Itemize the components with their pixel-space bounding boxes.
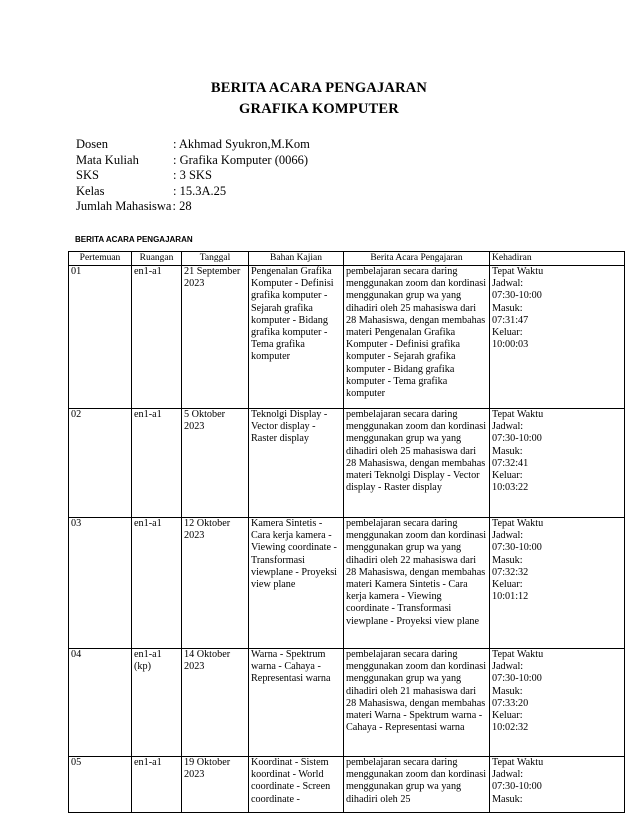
header-bahan-kajian: Bahan Kajian <box>249 252 344 266</box>
header-ruangan: Ruangan <box>132 252 182 266</box>
kehadiran-jadwal-value: 07:30-10:00 <box>492 542 542 554</box>
cell-kehadiran <box>490 757 625 813</box>
kehadiran-masuk-value: 07:33:20 <box>492 697 529 709</box>
info-label: SKS <box>76 168 99 183</box>
kehadiran-status: Tepat Waktu <box>492 757 544 768</box>
course-info <box>76 137 310 215</box>
cell-pertemuan: 05 <box>69 757 132 813</box>
kehadiran-keluar-label: Keluar: <box>492 579 523 591</box>
cell-tanggal: 19 Oktober 2023 <box>182 757 249 813</box>
kehadiran-masuk-value: 07:31:47 <box>492 314 529 326</box>
cell-berita-acara: pembelajaran secara daring menggunakan zoom dan kordinasi menggunakan grup wa yang dihadiri oleh 22 mahasiswa dari 28 Mahasiswa, dengan membahas materi Kamera Sintetis - Cara kerja kamera - Viewing coordinate - Transformasi viewplane - Proyeksi view plane <box>344 518 490 649</box>
cell-kehadiran <box>490 409 625 518</box>
table-row <box>69 266 625 409</box>
kehadiran-keluar-value: 10:00:03 <box>492 339 529 351</box>
kehadiran-masuk-label: Masuk: <box>492 302 523 314</box>
kehadiran-keluar-value: 10:01:12 <box>492 591 529 603</box>
course-title: GRAFIKA KOMPUTER <box>239 101 399 117</box>
cell-pertemuan: 03 <box>69 518 132 649</box>
cell-ruangan: en1-a1 <box>132 757 182 813</box>
info-row-dosen <box>76 137 310 153</box>
kehadiran-keluar-value: 10:03:22 <box>492 482 529 494</box>
info-value: : Akhmad Syukron,M.Kom <box>173 137 310 151</box>
kehadiran-jadwal-label: Jadwal: <box>492 661 524 673</box>
table-row <box>69 518 625 649</box>
table-header-row <box>69 252 625 266</box>
header-pertemuan: Pertemuan <box>69 252 132 266</box>
header-tanggal: Tanggal <box>182 252 249 266</box>
cell-berita-acara: pembelajaran secara daring menggunakan zoom dan kordinasi menggunakan grup wa yang dihadiri oleh 25 <box>344 757 490 813</box>
info-value: : 3 SKS <box>173 168 212 183</box>
cell-pertemuan: 04 <box>69 649 132 757</box>
kehadiran-masuk-label: Masuk: <box>492 554 523 566</box>
cell-tanggal: 12 Oktober 2023 <box>182 518 249 649</box>
cell-ruangan: en1-a1 <box>132 518 182 649</box>
kehadiran-status: Tepat Waktu <box>492 518 544 529</box>
kehadiran-jadwal-label: Jadwal: <box>492 769 524 781</box>
cell-bahan-kajian: Koordinat - Sistem koordinat - World coordinate - Screen coordinate - <box>249 757 344 813</box>
kehadiran-masuk-label: Masuk: <box>492 445 523 457</box>
kehadiran-status: Tepat Waktu <box>492 266 544 277</box>
cell-tanggal: 14 Oktober 2023 <box>182 649 249 757</box>
cell-bahan-kajian: Pengenalan Grafika Komputer - Definisi grafika komputer - Sejarah grafika komputer - Bidang grafika komputer - Tema grafika komputer <box>249 266 344 409</box>
kehadiran-jadwal-value: 07:30-10:00 <box>492 290 542 302</box>
info-label: Jumlah Mahasiswa <box>76 199 172 214</box>
kehadiran-status: Tepat Waktu <box>492 409 544 420</box>
cell-kehadiran <box>490 518 625 649</box>
kehadiran-jadwal-value: 07:30-10:00 <box>492 781 542 793</box>
kehadiran-masuk-label: Masuk: <box>492 685 523 697</box>
info-row-kelas <box>76 184 310 200</box>
cell-berita-acara: pembelajaran secara daring menggunakan zoom dan kordinasi menggunakan grup wa yang dihadiri oleh 25 mahasiswa dari 28 Mahasiswa, dengan membahas materi Teknolgi Display - Vector display - Raster display <box>344 409 490 518</box>
cell-bahan-kajian: Teknolgi Display - Vector display - Raster display <box>249 409 344 518</box>
cell-berita-acara: pembelajaran secara daring menggunakan zoom dan kordinasi menggunakan grup wa yang dihadiri oleh 21 mahasiswa dari 28 Mahasiswa, dengan membahas materi Warna - Spektrum warna - Cahaya - Representasi warna <box>344 649 490 757</box>
cell-ruangan: en1-a1 (kp) <box>132 649 182 757</box>
cell-kehadiran <box>490 649 625 757</box>
info-label: Dosen <box>76 137 108 151</box>
cell-bahan-kajian: Kamera Sintetis - Cara kerja kamera - Viewing coordinate - Transformasi viewplane - Proyeksi view plane <box>249 518 344 649</box>
kehadiran-jadwal-value: 07:30-10:00 <box>492 673 542 685</box>
kehadiran-keluar-value: 10:02:32 <box>492 722 529 734</box>
kehadiran-jadwal-label: Jadwal: <box>492 421 524 433</box>
cell-tanggal: 5 Oktober 2023 <box>182 409 249 518</box>
kehadiran-jadwal-label: Jadwal: <box>492 278 524 290</box>
kehadiran-jadwal-label: Jadwal: <box>492 530 524 542</box>
teaching-record-table <box>68 251 625 813</box>
kehadiran-keluar-label: Keluar: <box>492 710 523 722</box>
kehadiran-status: Tepat Waktu <box>492 649 544 660</box>
kehadiran-keluar-label: Keluar: <box>492 327 523 339</box>
kehadiran-keluar-label: Keluar: <box>492 470 523 482</box>
info-value: : Grafika Komputer (0066) <box>173 152 309 167</box>
info-value: : 28 <box>172 199 192 214</box>
cell-kehadiran <box>490 266 625 409</box>
kehadiran-masuk-label: Masuk: <box>492 793 523 805</box>
info-row-jumlah-mahasiswa <box>76 199 310 215</box>
section-title: BERITA ACARA PENGAJARAN <box>75 235 193 244</box>
cell-pertemuan: 02 <box>69 409 132 518</box>
cell-ruangan: en1-a1 <box>132 266 182 409</box>
info-label: Kelas <box>76 183 105 198</box>
header-berita-acara: Berita Acara Pengajaran <box>344 252 490 266</box>
kehadiran-masuk-value: 07:32:41 <box>492 457 529 469</box>
table-row <box>69 757 625 813</box>
document-title: BERITA ACARA PENGAJARAN <box>210 80 428 96</box>
kehadiran-jadwal-value: 07:30-10:00 <box>492 433 542 445</box>
table-row <box>69 649 625 757</box>
cell-bahan-kajian: Warna - Spektrum warna - Cahaya - Representasi warna <box>249 649 344 757</box>
info-value: : 15.3A.25 <box>173 183 227 198</box>
cell-berita-acara: pembelajaran secara daring menggunakan zoom dan kordinasi menggunakan grup wa yang dihadiri oleh 25 mahasiswa dari 28 Mahasiswa, dengan membahas materi Pengenalan Grafika Komputer - Definisi grafika komputer - Sejarah grafika komputer - Bidang grafika komputer - Tema grafika komputer <box>344 266 490 409</box>
info-row-mata-kuliah <box>76 153 310 169</box>
info-row-sks <box>76 168 310 184</box>
header-kehadiran: Kehadiran <box>490 252 625 266</box>
info-label: Mata Kuliah <box>76 152 139 167</box>
table-row <box>69 409 625 518</box>
cell-ruangan: en1-a1 <box>132 409 182 518</box>
kehadiran-masuk-value: 07:32:32 <box>492 566 529 578</box>
cell-pertemuan: 01 <box>69 266 132 409</box>
cell-tanggal: 21 September 2023 <box>182 266 249 409</box>
